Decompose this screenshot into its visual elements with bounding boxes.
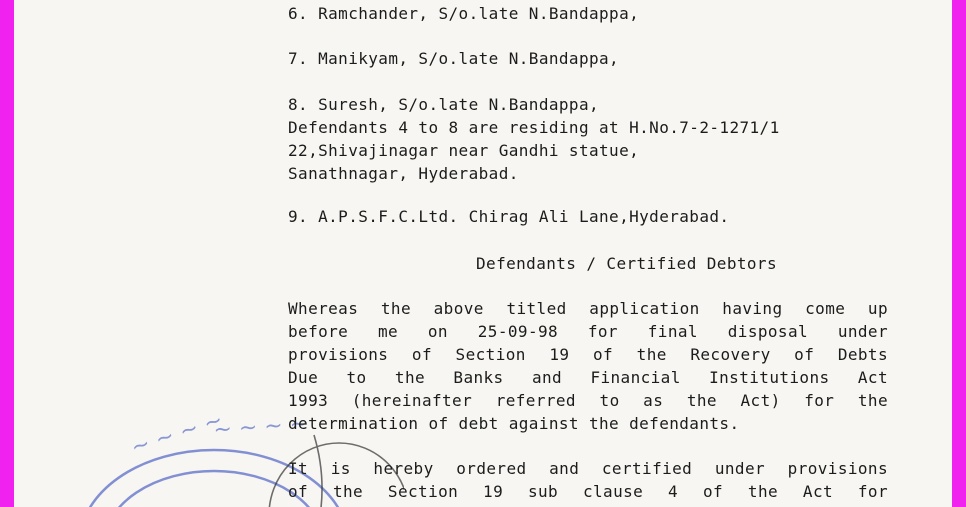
defendant-7-line: 7. Manikyam, S/o.late N.Bandappa, bbox=[288, 49, 620, 68]
paragraph-1-line-1: Whereas the above titled application having come up bbox=[288, 299, 888, 318]
paragraph-1-line-3: provisions of Section 19 of the Recovery of Debts bbox=[288, 345, 888, 364]
defendants-heading: Defendants / Certified Debtors bbox=[476, 254, 777, 273]
paragraph-1-line-4: Due to the Banks and Financial Institutions Act bbox=[288, 368, 888, 387]
svg-text:~ ~ ~ ~: ~ ~ ~ ~ bbox=[212, 411, 309, 443]
document-page bbox=[14, 0, 952, 507]
paragraph-1-line-5: 1993 (hereinafter referred to as the Act) for the bbox=[288, 391, 888, 410]
paragraph-1-line-2: before me on 25-09-98 for final disposal under bbox=[288, 322, 888, 341]
address-line-3: Sanathnagar, Hyderabad. bbox=[288, 164, 519, 183]
defendant-6-line: 6. Ramchander, S/o.late N.Bandappa, bbox=[288, 4, 640, 23]
defendant-8-line: 8. Suresh, S/o.late N.Bandappa, bbox=[288, 95, 600, 114]
paragraph-1-line-6: determination of debt against the defendants. bbox=[288, 414, 740, 433]
paragraph-2-line-2: of the Section 19 sub clause 4 of the Act for bbox=[288, 482, 888, 501]
svg-text:~ ~ ~ ~: ~ ~ ~ ~ bbox=[128, 407, 226, 461]
address-line-1: Defendants 4 to 8 are residing at H.No.7-2-1271/1 bbox=[288, 118, 780, 137]
paragraph-2-line-1: It is hereby ordered and certified under provisions bbox=[288, 459, 888, 478]
address-line-2: 22,Shivajinagar near Gandhi statue, bbox=[288, 141, 640, 160]
defendant-9-line: 9. A.P.S.F.C.Ltd. Chirag Ali Lane,Hyderabad. bbox=[288, 207, 730, 226]
